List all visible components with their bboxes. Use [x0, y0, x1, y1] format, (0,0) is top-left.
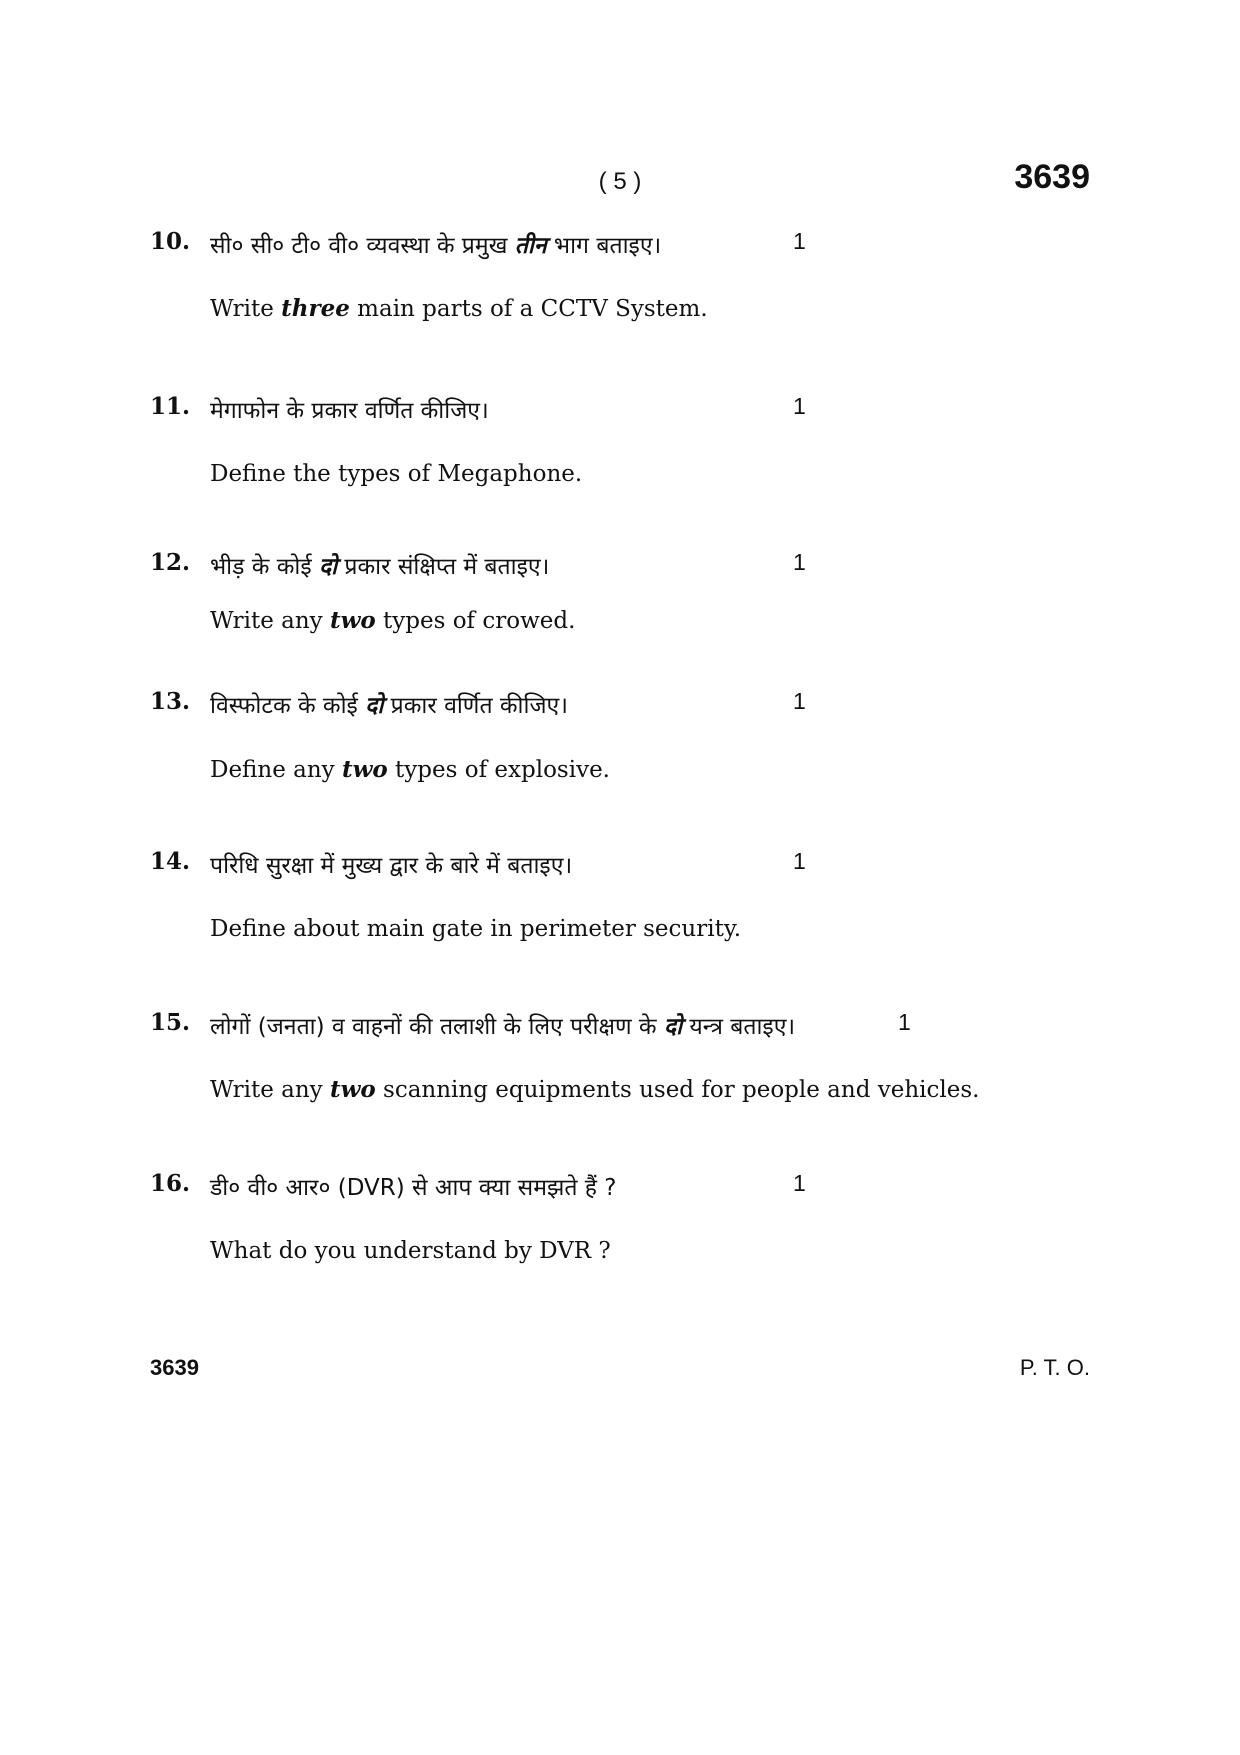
question-number: 10. — [150, 228, 191, 255]
question-text-english: What do you understand by DVR ? — [210, 1238, 611, 1264]
question-marks: 1 — [898, 1009, 911, 1035]
question-16 — [150, 1170, 1050, 1264]
question-number: 16. — [150, 1170, 191, 1197]
question-text-hindi: सी० सी० टी० वी० व्यवस्था के प्रमुख तीन भाग बताइए। — [210, 233, 662, 259]
question-text-hindi: भीड़ के कोई दो प्रकार संक्षिप्त में बताइए। — [210, 554, 550, 580]
page-number: ( 5 ) — [598, 168, 642, 195]
paper-code-header: 3639 — [1014, 158, 1090, 196]
question-text-hindi: मेगाफोन के प्रकार वर्णित कीजिए। — [210, 398, 489, 424]
question-text-english: Write any two types of crowed. — [210, 607, 576, 634]
question-number: 15. — [150, 1009, 191, 1036]
question-marks: 1 — [793, 228, 806, 254]
question-11 — [150, 393, 1050, 487]
question-14 — [150, 848, 1050, 942]
question-12 — [150, 549, 1050, 634]
question-10 — [150, 228, 1050, 322]
question-marks: 1 — [793, 1170, 806, 1196]
question-13 — [150, 688, 1050, 783]
question-text-english: Write any two scanning equipments used for people and vehicles. — [210, 1076, 980, 1103]
question-text-hindi: परिधि सुरक्षा में मुख्य द्वार के बारे में बताइए। — [210, 853, 573, 879]
paper-code-footer: 3639 — [150, 1355, 199, 1380]
question-number: 13. — [150, 688, 191, 715]
question-text-hindi: लोगों (जनता) व वाहनों की तलाशी के लिए परीक्षण के दो यन्त्र बताइए। — [210, 1014, 796, 1040]
please-turn-over: P. T. O. — [1019, 1355, 1090, 1380]
question-15 — [150, 1009, 1050, 1103]
question-text-english: Define any two types of explosive. — [210, 756, 610, 783]
question-text-hindi: विस्फोटक के कोई दो प्रकार वर्णित कीजिए। — [210, 693, 568, 719]
question-number: 12. — [150, 549, 191, 576]
question-marks: 1 — [793, 549, 806, 575]
question-marks: 1 — [793, 393, 806, 419]
question-text-english: Define the types of Megaphone. — [210, 461, 583, 487]
question-text-hindi: डी० वी० आर० (DVR) से आप क्या समझते हैं ? — [210, 1175, 617, 1201]
question-text-english: Write three main parts of a CCTV System. — [210, 295, 708, 322]
question-number: 14. — [150, 848, 191, 875]
question-number: 11. — [150, 393, 191, 420]
question-text-english: Define about main gate in perimeter security. — [210, 916, 742, 942]
question-marks: 1 — [793, 688, 806, 714]
question-marks: 1 — [793, 848, 806, 874]
